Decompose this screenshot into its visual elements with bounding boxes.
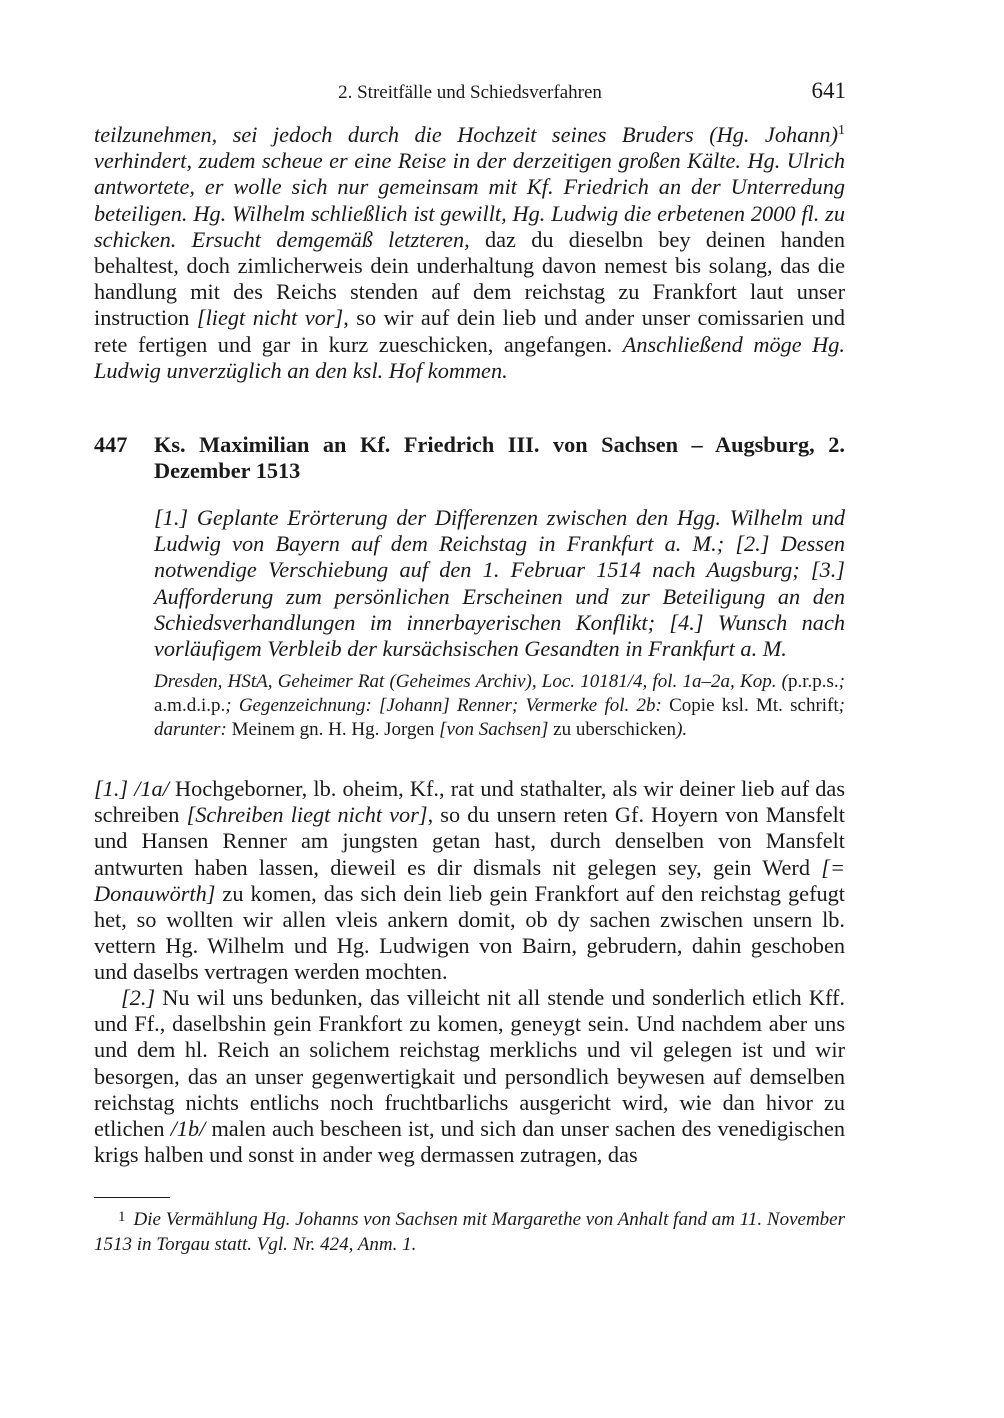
footnote-text: Die Vermählung Hg. Johanns von Sachsen mit Margarethe von Anhalt fand am 11. November 1513 in Torgau statt. Vgl. Nr. 424, Anm. 1. xyxy=(94,1209,845,1255)
document-number: 447 xyxy=(94,432,128,457)
intro-quote: daz du dieselbn bey deinen handen behaltest, doch zimlicherweis dein underhaltung davon nemest bis solang, das die handlung mit des Reichs stenden auf dem reichstag zu Frankfort laut unser instruction xyxy=(94,226,845,331)
editorial-note: [Schreiben liegt nicht vor] xyxy=(186,802,428,828)
source-text: [von Sachsen] xyxy=(439,719,549,740)
intro-text-italic: Anschließend möge Hg. Ludwig unverzüglich an den ksl. Hof kommen. xyxy=(94,331,845,383)
editorial-note: [= Donauwörth] xyxy=(94,854,845,906)
body-paragraph-1 xyxy=(94,776,845,986)
source-quote: Meinem gn. H. Hg. Jorgen xyxy=(231,719,440,740)
source-text: ; Gegenzeichnung: [Johann] Renner; Vermerke fol. 2b: xyxy=(225,695,670,716)
document-title: Ks. Maximilian an Kf. Friedrich III. von Sachsen – Augsburg, 2. Dezember 1513 xyxy=(154,432,845,484)
source-quote: a.m.d.i.p. xyxy=(154,695,226,716)
intro-paragraph xyxy=(94,122,845,384)
body-text: Hochgeborner, lb. oheim, Kf., rat und stathalter, als wir deiner lieb auf das schreiben xyxy=(94,776,845,828)
intro-text-italic: teilzunehmen, sei jedoch durch die Hochzeit seines Bruders (Hg. Johann) xyxy=(94,122,838,147)
source-text: Dresden, HStA, Geheimer Rat (Geheimes Archiv), Loc. 10181/4, fol. 1a–2a, Kop. ( xyxy=(154,671,788,692)
body-paragraph-2 xyxy=(94,985,845,1168)
body-text: Nu wil uns bedunken, das villeicht nit all stende und sonderlich etlich Kff. und Ff., daselbshin gein Frankfort zu komen, geneygt sein. Und nachdem aber uns und dem hl. Reich an solichem reichstag merklichs und vil gelegen ist und wir besorgen, das an unser gegenwertigkait und persondlich beywesen auf demselben reichstag nichts entlichs noch fruchtbarlichs ausgericht wird, wie dan hivor zu etlichen xyxy=(94,985,845,1142)
source-text: ; xyxy=(838,671,845,692)
body-text: , so du unsern reten Gf. Hoyern von Mansfelt und Hansen Renner am jungsten getan hast, durch denselben von Mansfelt antwurten haben lassen, dieweil es dir dismals nit gelegen sey, gein Werd xyxy=(94,802,845,880)
page-header xyxy=(94,78,846,108)
source-quote: zu uberschicken xyxy=(548,719,677,740)
source-note xyxy=(154,670,845,742)
footnote-divider xyxy=(94,1197,170,1198)
running-title: 2. Streitfälle und Schiedsverfahren xyxy=(338,82,602,103)
document-regest: [1.] Geplante Erörterung der Differenzen zwischen den Hgg. Wilhelm und Ludwig von Bayern auf dem Reichstag in Frankfurt a. M.; [2.] Dessen notwendige Verschiebung auf den 1. Februar 1514 nach Augsburg; [3.] Aufforderung zum persönlichen Erscheinen und zur Beteiligung an den Schiedsverhandlungen im innerbayerischen Konflikt; [4.] Wunsch nach vorläufigem Verbleib der kursächsischen Gesandten in Frankfurt a. M. xyxy=(154,505,845,662)
source-quote: Copie ksl. Mt. schrift xyxy=(669,695,839,716)
body-text: malen auch bescheen ist, und sich dan unser sachen des venedigischen krigs halben und sonst in ander weg dermassen zutragen, das xyxy=(94,1116,846,1168)
body-text: zu komen, das sich dein lieb gein Frankfort auf den reichstag gefugt het, so wollten wir allen vleis ankern domit, ob dy sachen zwischen unsern lb. vettern Hg. Wilhelm und Hg. Ludwigen von Bairn, gebrudern, dahin geschoben und daselbs vertragen werden mochten. xyxy=(94,880,845,985)
source-text: ; darunter: xyxy=(154,695,845,740)
footnote-reference[interactable]: 1 xyxy=(838,123,845,138)
section-marker: [2.] xyxy=(121,985,156,1010)
footnote-number: 1 xyxy=(118,1209,126,1225)
section-marker: [1.] /1a/ xyxy=(94,776,169,801)
intro-quote: , so wir auf dein lieb und ander unser comissarien und rete fertigen und gar in kurz zueschicken, angefangen. xyxy=(94,305,845,357)
source-text: ). xyxy=(676,719,688,740)
footnote xyxy=(94,1205,845,1257)
page-number: 641 xyxy=(811,78,846,103)
source-quote: p.r.p.s. xyxy=(787,671,839,692)
editorial-note: [liegt nicht vor] xyxy=(196,305,344,331)
intro-text-italic: verhindert, zudem scheue er eine Reise in der derzeitigen großen Kälte. Hg. Ulrich antwortete, er wolle sich nur gemeinsam mit Kf. Friedrich an der Unterredung beteiligen. Hg. Wilhelm schließlich ist gewillt, Hg. Ludwig die erbetenen 2000 fl. zu schicken. Ersucht demgemäß letzteren, xyxy=(94,148,845,252)
folio-marker: /1b/ xyxy=(170,1116,206,1142)
